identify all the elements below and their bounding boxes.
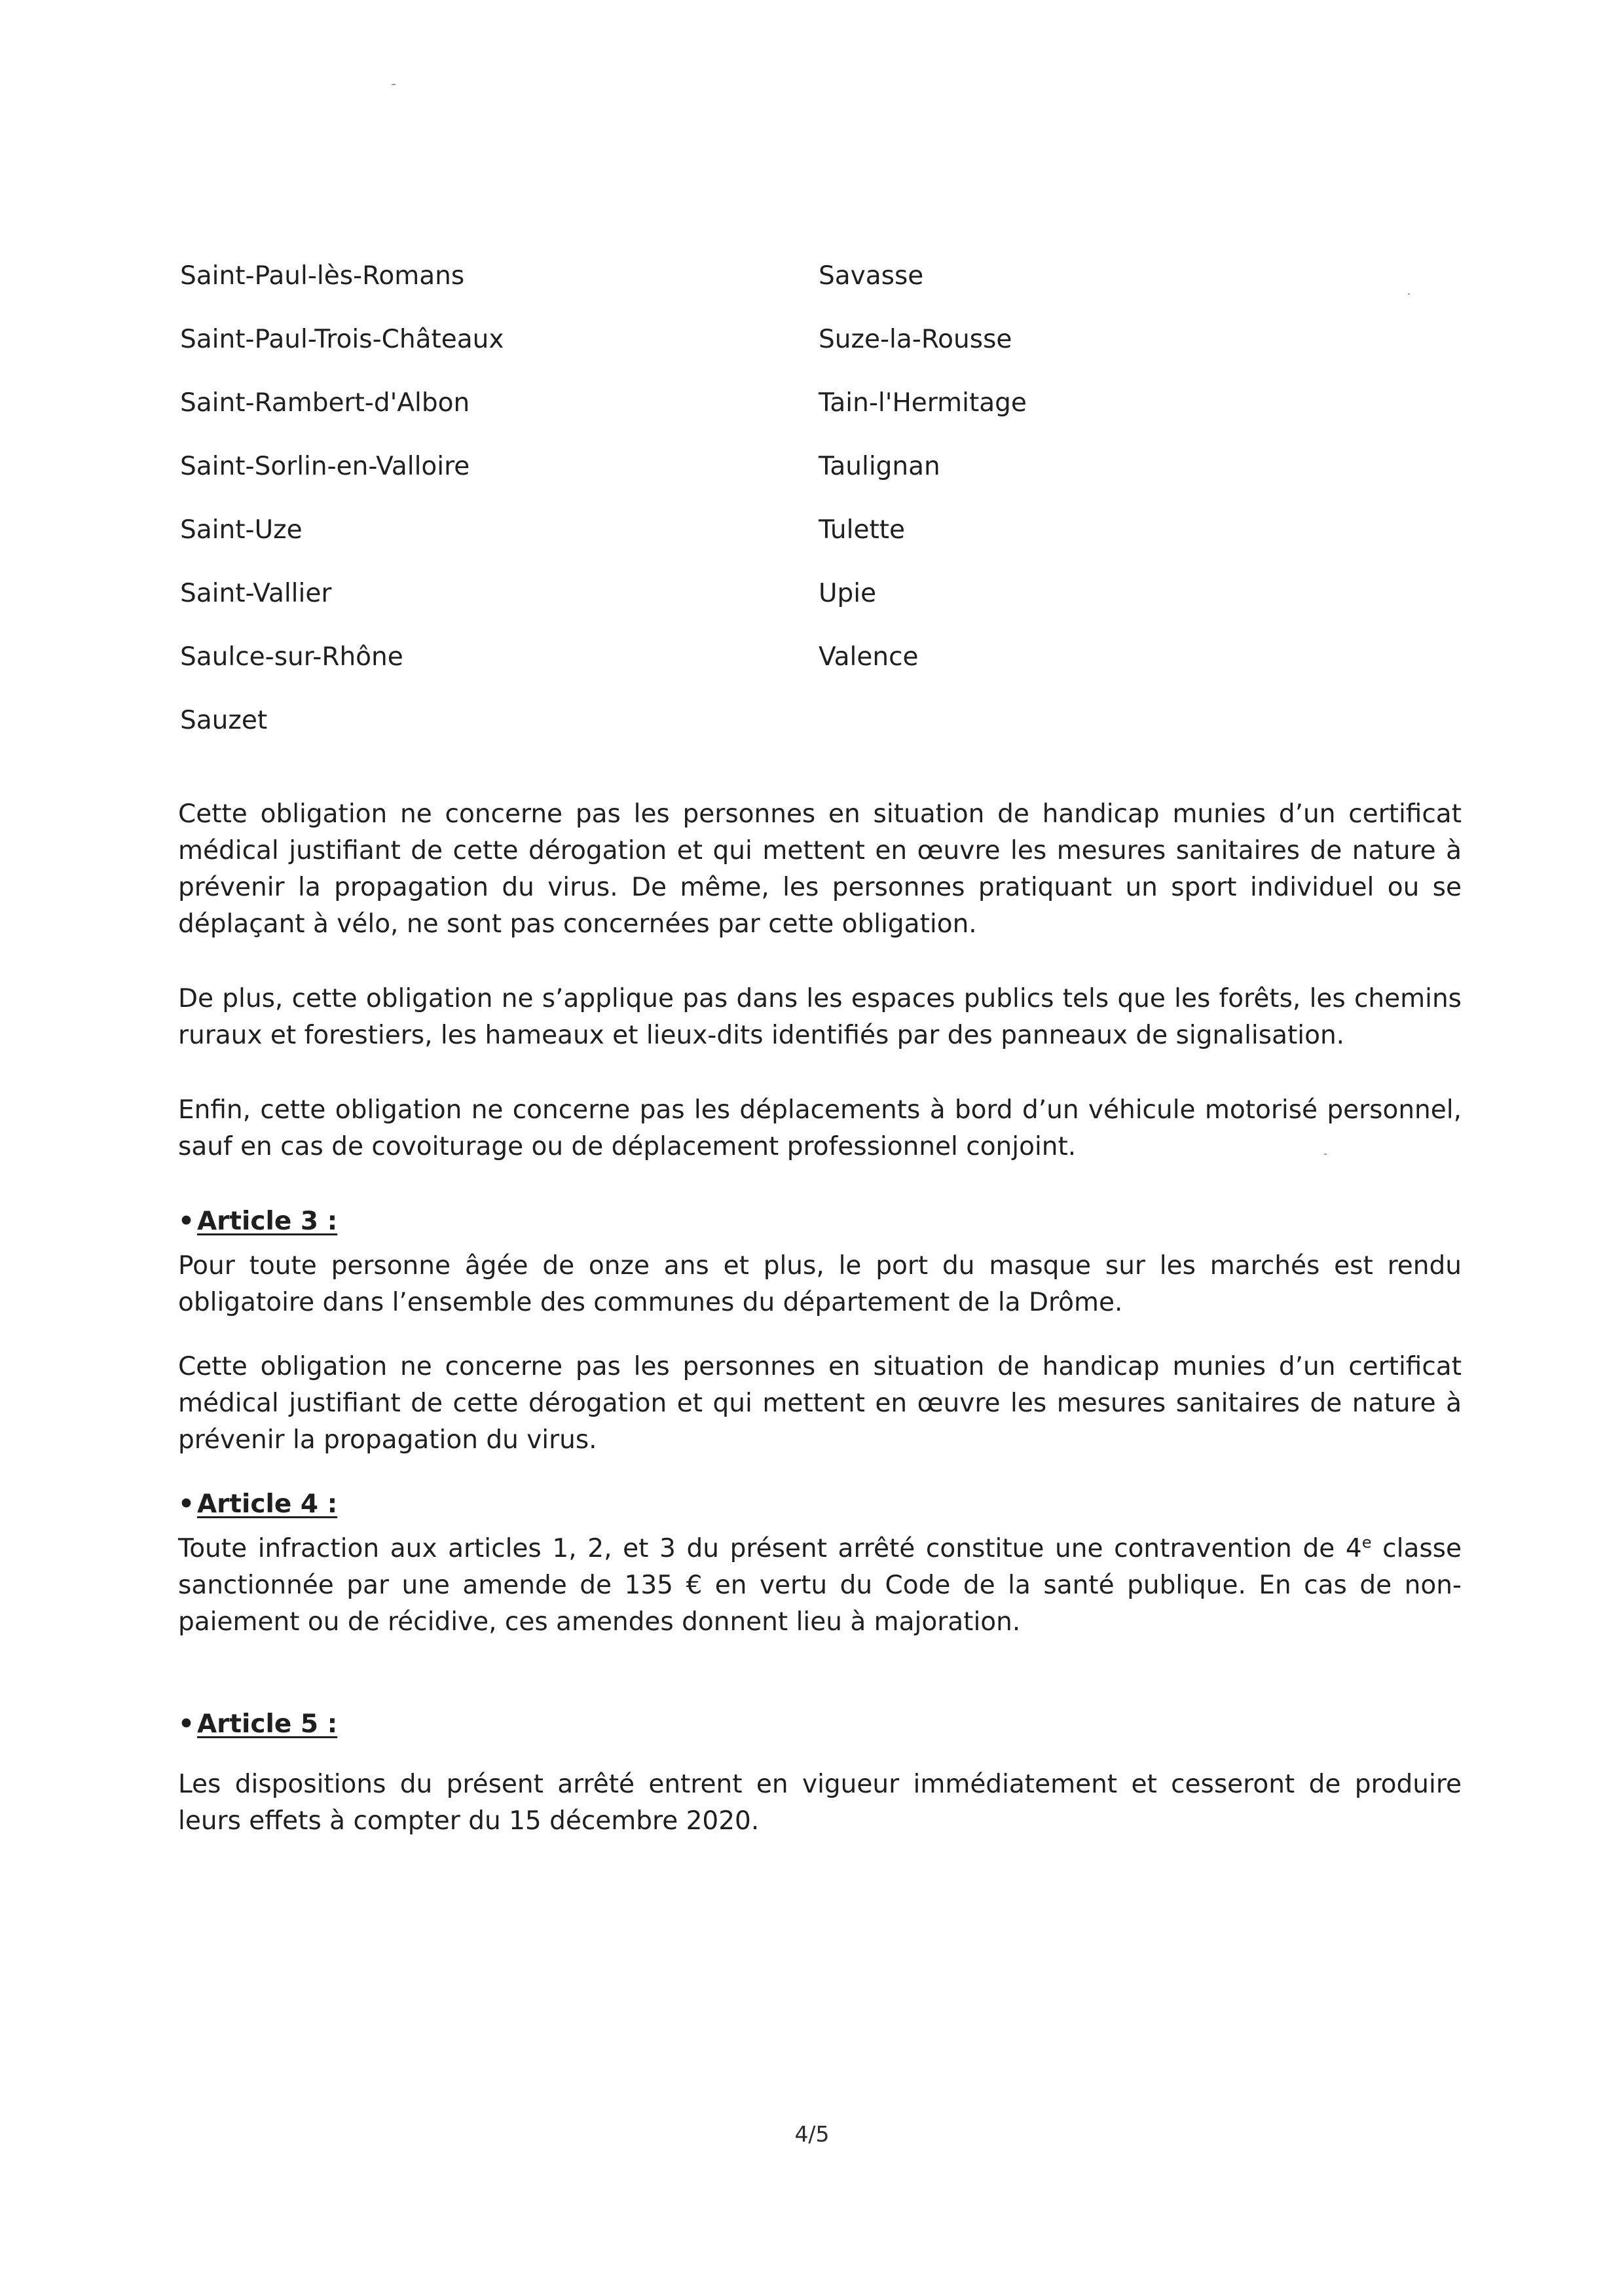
commune-item: Saint-Sorlin-en-Valloire [180, 452, 470, 481]
article-5-heading [178, 1706, 1462, 1743]
commune-item: Valence [819, 642, 919, 672]
article-4-text-start: Toute infraction aux articles 1, 2, et 3 du présent arrêté constitue une contravention de 4 [178, 1534, 1362, 1563]
commune-item: Tulette [819, 515, 906, 545]
article-5-title: Article 5 : [196, 1709, 338, 1739]
article-3-title: Article 3 : [196, 1207, 338, 1236]
commune-item: Suze-la-Rousse [819, 325, 1012, 354]
commune-item: Upie [819, 579, 877, 608]
commune-item: Saint-Uze [180, 515, 303, 545]
article-5-effective-paragraph: Les dispositions du présent arrêté entrent en vigueur immédiatement et cesseront de produire leurs effets à compter du 15 décembre 2020. [178, 1770, 1462, 1836]
commune-list [180, 261, 1392, 769]
article-2-vehicle-paragraph: Enfin, cette obligation ne concerne pas les déplacements à bord d’un véhicule motorisé personnel, sauf en cas de covoiturage ou de déplacement professionnel conjoint. [178, 1095, 1462, 1161]
article-3-markets-paragraph: Pour toute personne âgée de onze ans et plus, le port du masque sur les marchés est rendu obligatoire dans l’ensemble des communes du département de la Drôme. [178, 1251, 1462, 1317]
commune-item: Tain-l'Hermitage [819, 388, 1027, 418]
commune-item: Taulignan [819, 452, 940, 481]
commune-item: Saint-Rambert-d'Albon [180, 388, 470, 418]
article-4-title: Article 4 : [196, 1489, 338, 1519]
commune-item: Saint-Paul-Trois-Châteaux [180, 325, 504, 354]
commune-item: Saint-Vallier [180, 579, 332, 608]
article-2-exemption-paragraph: Cette obligation ne concerne pas les personnes en situation de handicap munies d’un certificat médical justifiant de cette dérogation et qui mettent en œuvre les mesures sanitaires de nature à prévenir la propagation du virus. De même, les personnes pratiquant un sport individuel ou se déplaçant à vélo, ne sont pas concernées par cette obligation. [178, 799, 1462, 939]
bullet-glyph: • [178, 1207, 194, 1236]
article-3-heading [178, 1203, 1462, 1240]
article-4-text-end: classe sanctionnée par une amende de 135 € en vertu du Code de la santé publique. En cas de non-paiement ou de récidive, ces amendes donnent lieu à majoration. [178, 1534, 1462, 1637]
document-body [178, 796, 1462, 1840]
commune-item: Saulce-sur-Rhône [180, 642, 403, 672]
page-number: 4/5 [794, 2121, 830, 2147]
article-2-public-spaces-paragraph: De plus, cette obligation ne s’applique pas dans les espaces publics tels que les forêts, les chemins ruraux et forestiers, les hameaux et lieux-dits identifiés par des panneaux de signalisation. [178, 984, 1462, 1050]
scan-speck [392, 84, 396, 85]
commune-item: Sauzet [180, 706, 268, 735]
scan-speck [1408, 293, 1410, 295]
article-4-heading [178, 1486, 1462, 1523]
commune-item: Savasse [819, 261, 924, 291]
commune-list-left-column [180, 261, 819, 769]
bullet-glyph: • [178, 1709, 194, 1739]
article-4-penalty-paragraph [178, 1531, 1462, 1641]
commune-item: Saint-Paul-lès-Romans [180, 261, 465, 291]
bullet-glyph: • [178, 1489, 194, 1519]
article-3-exemption-paragraph: Cette obligation ne concerne pas les personnes en situation de handicap munies d’un certificat médical justifiant de cette dérogation et qui mettent en œuvre les mesures sanitaires de nature à prévenir la propagation du virus. [178, 1352, 1462, 1455]
ordinal-suffix: e [1361, 1533, 1372, 1552]
commune-list-right-column [819, 261, 1392, 769]
